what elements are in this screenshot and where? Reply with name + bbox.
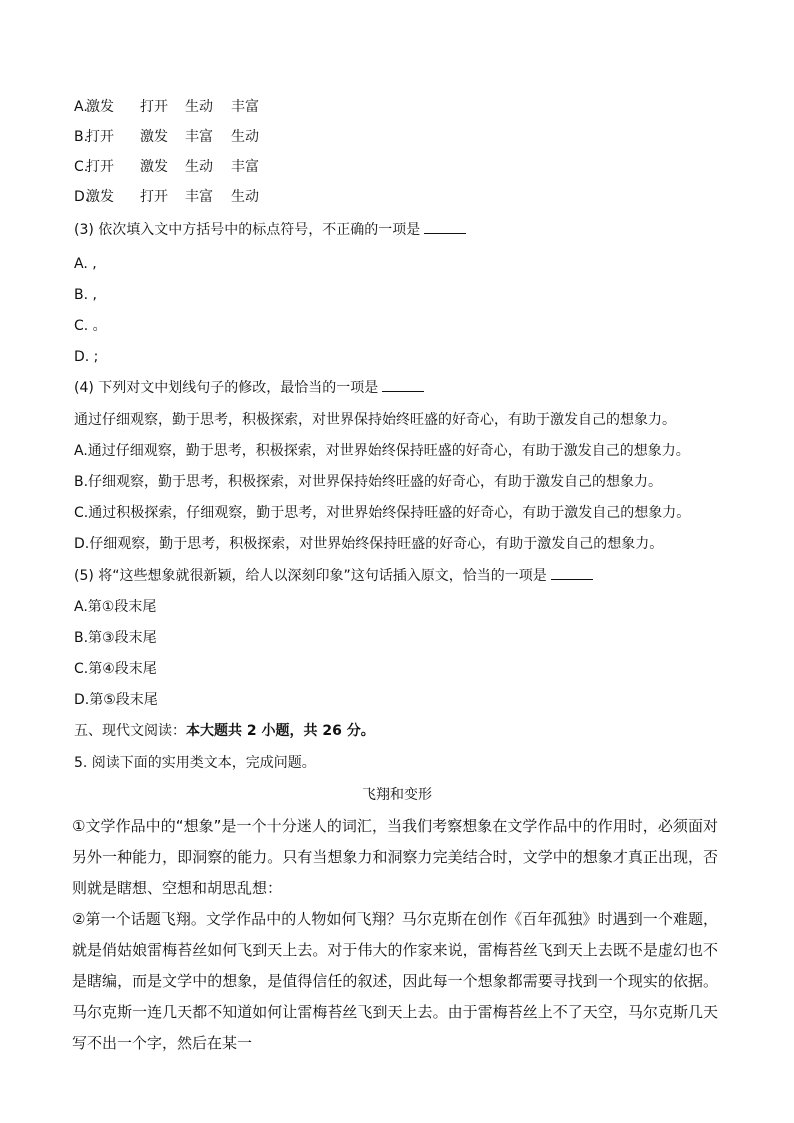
question-text: (4) 下列对文中划线句子的修改，最恰当的一项是: [74, 380, 379, 396]
section-heading: [74, 721, 375, 741]
question-4-option-a: A.通过仔细观察，勤于思考，积极探索，对世界始终保持旺盛的好奇心，有助于激发自己的想象力。: [74, 443, 690, 459]
article-paragraph-2: ②第一个话题飞翔。文学作品中的人物如何飞翔？马尔克斯在创作《百年孤独》时遇到一个难题，就是俏姑娘雷梅苔丝如何飞到天上去。对于伟大的作家来说，雷梅苔丝飞到天上去既不是虚幻也不是瞎编，而是文学中的想象，是值得信任的叙述，因此每一个想象都需要寻找到一个现实的依据。马尔克斯一连几天都不知道如何让雷梅苔丝飞到天上去。由于雷梅苔丝上不了天空，马尔克斯几天写不出一个字，然后在某一: [72, 910, 718, 1052]
option-word: 打开: [140, 99, 168, 115]
option-word: 丰富: [185, 189, 213, 205]
option-word: 生动: [231, 129, 259, 145]
question-text: (3) 依次填入文中方括号中的标点符号，不正确的一项是: [74, 222, 421, 238]
option-word: 丰富: [231, 99, 259, 115]
section-heading-bold: 本大题共 2 小题，共 26 分。: [186, 723, 375, 739]
question-3-option-c: C. 。: [74, 318, 107, 334]
option-word: 打开: [86, 159, 114, 175]
section-heading-prefix: 五、现代文阅读：: [74, 723, 186, 739]
option-word: 生动: [231, 189, 259, 205]
question-5-option-d: D.第⑤段末尾: [74, 692, 158, 708]
option-word: 生动: [185, 99, 213, 115]
option-word: 激发: [140, 129, 168, 145]
option-letter: C.: [74, 159, 89, 175]
question-5-option-a: A.第①段末尾: [74, 599, 157, 615]
option-b-row: [74, 127, 259, 147]
answer-blank: [382, 379, 424, 392]
question-5-option-b: B.第③段末尾: [74, 630, 157, 646]
question-5-stem: [74, 566, 593, 586]
option-letter: D.: [74, 189, 90, 205]
option-a-row: [74, 97, 259, 117]
question-4-option-d: D.仔细观察，勤于思考，积极探索，对世界始终保持旺盛的好奇心，有助于激发自己的想象力。: [74, 536, 664, 552]
option-letter: A.: [74, 99, 88, 115]
option-word: 生动: [185, 159, 213, 175]
option-d-row: [74, 187, 259, 207]
option-word: 丰富: [231, 159, 259, 175]
question-3-stem: [74, 220, 466, 240]
answer-blank: [551, 567, 593, 580]
option-letter: B.: [74, 129, 89, 145]
option-word: 丰富: [185, 129, 213, 145]
question-text: (5) 将“这些想象就很新颖，给人以深刻印象”这句话插入原文，恰当的一项是: [74, 568, 547, 584]
option-c-row: [74, 157, 259, 177]
question-3-option-a: A. ,: [74, 256, 97, 272]
option-word: 打开: [140, 189, 168, 205]
option-word: 激发: [86, 189, 114, 205]
option-word: 激发: [86, 99, 114, 115]
article-title: 飞翔和变形: [362, 787, 432, 803]
option-word: 打开: [86, 129, 114, 145]
question-4-option-b: B.仔细观察，勤于思考，积极探索，对世界保持始终旺盛的好奇心，有助于激发自己的想象力。: [74, 474, 663, 490]
answer-blank: [424, 221, 466, 234]
question-4-original-sentence: 通过仔细观察，勤于思考，积极探索，对世界保持始终旺盛的好奇心，有助于激发自己的想象力。: [74, 412, 676, 428]
question-4-stem: [74, 378, 424, 398]
article-paragraph-1: ①文学作品中的“想象”是一个十分迷人的词汇，当我们考察想象在文学作品中的作用时，必须面对另外一种能力，即洞察的能力。只有当想象力和洞察力完美结合时，文学中的想象才真正出现，否则就是瞎想、空想和胡思乱想：: [72, 817, 718, 897]
reading-intro: 5. 阅读下面的实用类文本，完成问题。: [74, 755, 316, 771]
question-4-option-c: C.通过积极探索，仔细观察，勤于思考，对世界始终保持旺盛的好奇心，有助于激发自己的想象力。: [74, 505, 691, 521]
question-3-option-d: D. ;: [74, 349, 99, 365]
option-word: 激发: [140, 159, 168, 175]
question-3-option-b: B. ,: [74, 287, 97, 303]
question-5-option-c: C.第④段末尾: [74, 661, 157, 677]
